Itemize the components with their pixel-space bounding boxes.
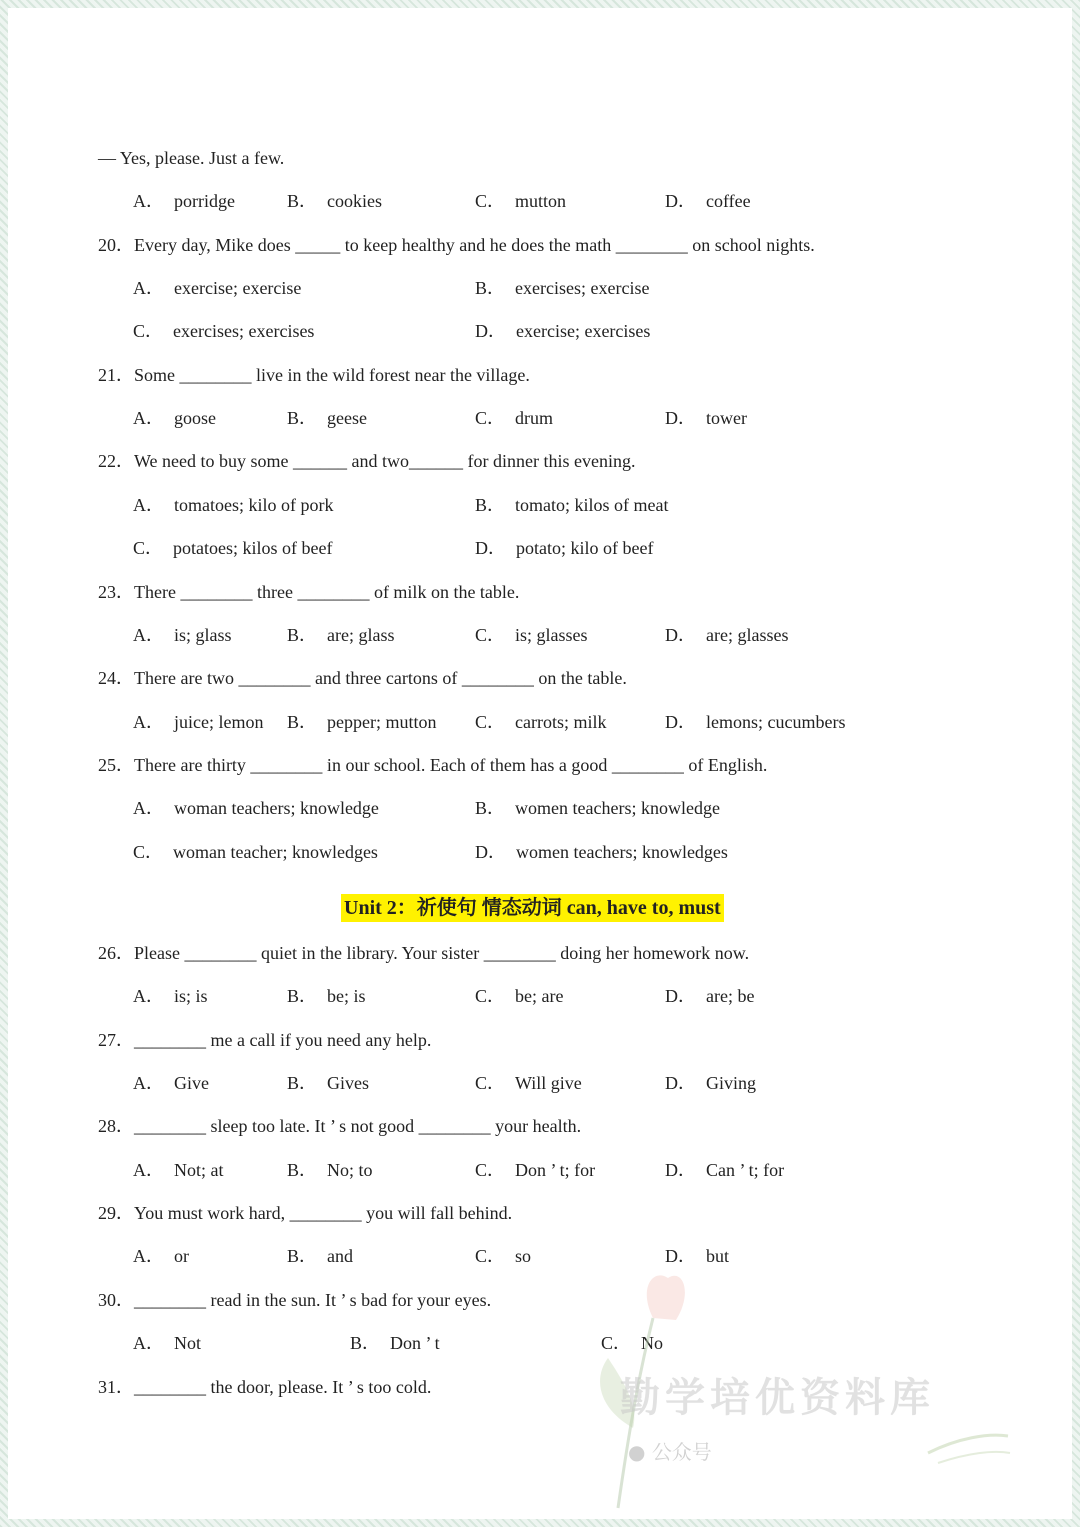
option-text: potatoes; kilos of beef: [173, 538, 333, 558]
option-letter: C．: [475, 1073, 506, 1093]
answer-option: [475, 837, 728, 867]
option-letter: D．: [475, 538, 506, 558]
option-text: woman teachers; knowledge: [174, 798, 379, 818]
question-text: 30．________ read in the sun. It ’ s bad for your eyes.: [98, 1290, 492, 1310]
option-text: coffee: [706, 191, 751, 211]
answer-option: [475, 273, 649, 303]
option-text: Will give: [515, 1073, 582, 1093]
option-letter: B．: [287, 1073, 318, 1093]
question-text: 20．Every day, Mike does _____ to keep healthy and he does the math ________ on school nights.: [98, 235, 815, 255]
option-letter: D．: [665, 1160, 696, 1180]
option-text: are; glasses: [706, 625, 789, 645]
option-text: exercises; exercise: [515, 278, 650, 298]
answer-option: [133, 620, 232, 650]
options-row: [8, 707, 1072, 737]
question-item: [8, 230, 1072, 260]
question-text: 29．You must work hard, ________ you will fall behind.: [98, 1203, 513, 1223]
option-text: is; glasses: [515, 625, 588, 645]
answer-option: [665, 707, 845, 737]
answer-option: [287, 403, 367, 433]
answer-option: [133, 793, 379, 823]
q19-options-row: [8, 186, 1072, 216]
option-letter: D．: [475, 321, 506, 341]
answer-option: [475, 403, 553, 433]
option-text: Gives: [327, 1073, 370, 1093]
answer-option: [665, 981, 754, 1011]
option-text: exercise; exercises: [516, 321, 651, 341]
option-letter: B．: [475, 495, 506, 515]
option-letter: B．: [350, 1333, 381, 1353]
option-text: tower: [706, 408, 747, 428]
option-letter: C．: [475, 408, 506, 428]
answer-option: [287, 707, 437, 737]
options-row: [8, 316, 1072, 346]
option-text: No: [641, 1333, 664, 1353]
question-item: [8, 1198, 1072, 1228]
option-letter: C．: [133, 842, 164, 862]
option-letter: C．: [475, 1160, 506, 1180]
option-text: Can ’ t; for: [706, 1160, 785, 1180]
option-letter: B．: [475, 798, 506, 818]
option-letter: D．: [665, 1246, 696, 1266]
options-row: [8, 1155, 1072, 1185]
question-text: 28．________ sleep too late. It ’ s not good ________ your health.: [98, 1116, 582, 1136]
option-letter: A．: [133, 986, 164, 1006]
options-row: [8, 1068, 1072, 1098]
option-letter: D．: [665, 625, 696, 645]
answer-option: [133, 981, 208, 1011]
option-text: porridge: [174, 191, 235, 211]
option-text: mutton: [515, 191, 567, 211]
options-row: [8, 793, 1072, 823]
option-text: lemons; cucumbers: [706, 712, 846, 732]
option-letter: C．: [601, 1333, 632, 1353]
option-text: exercise; exercise: [174, 278, 302, 298]
watermark-subtitle: [628, 1436, 712, 1465]
option-text: be; is: [327, 986, 366, 1006]
option-letter: D．: [665, 712, 696, 732]
option-letter: A．: [133, 1160, 164, 1180]
option-letter: D．: [665, 191, 696, 211]
answer-option: [475, 490, 669, 520]
question-text: 31．________ the door, please. It ’ s too cold.: [98, 1377, 432, 1397]
option-text: carrots; milk: [515, 712, 607, 732]
answer-option: [133, 490, 333, 520]
option-letter: A．: [133, 1073, 164, 1093]
answer-option: [475, 316, 650, 346]
answer-option: [133, 533, 332, 563]
options-row: [8, 837, 1072, 867]
answer-option: [475, 1155, 595, 1185]
document-page: [8, 8, 1072, 1519]
question-item: [8, 750, 1072, 780]
option-letter: A．: [133, 1246, 164, 1266]
question-item: [8, 360, 1072, 390]
option-text: is; glass: [174, 625, 232, 645]
answer-option: [287, 981, 366, 1011]
unit-heading: Unit 2：祈使句 情态动词 can, have to, must: [341, 894, 724, 922]
watermark-subtitle-text: 公众号: [651, 1440, 712, 1464]
question-text: 21．Some ________ live in the wild forest near the village.: [98, 365, 530, 385]
option-letter: A．: [133, 495, 164, 515]
option-text: are; be: [706, 986, 755, 1006]
option-text: pepper; mutton: [327, 712, 437, 732]
option-letter: D．: [475, 842, 506, 862]
q19-reply: [8, 143, 1072, 173]
answer-option: [475, 186, 566, 216]
option-letter: A．: [133, 712, 164, 732]
option-letter: B．: [287, 625, 318, 645]
option-text: and: [327, 1246, 354, 1266]
option-letter: C．: [475, 986, 506, 1006]
option-letter: C．: [133, 538, 164, 558]
option-text: tomato; kilos of meat: [515, 495, 669, 515]
question-item: [8, 1025, 1072, 1055]
option-text: Giving: [706, 1073, 757, 1093]
option-text: juice; lemon: [174, 712, 264, 732]
answer-option: [350, 1328, 440, 1358]
options-row: [8, 533, 1072, 563]
option-letter: C．: [475, 625, 506, 645]
option-text: drum: [515, 408, 554, 428]
option-text: are; glass: [327, 625, 395, 645]
option-text: No; to: [327, 1160, 373, 1180]
option-letter: C．: [475, 1246, 506, 1266]
option-letter: A．: [133, 408, 164, 428]
option-text: but: [706, 1246, 730, 1266]
answer-option: [287, 1241, 353, 1271]
answer-option: [475, 981, 563, 1011]
wechat-icon: ●: [628, 1440, 646, 1464]
option-text: Don ’ t; for: [515, 1160, 596, 1180]
option-letter: B．: [287, 408, 318, 428]
answer-option: [287, 1068, 369, 1098]
option-text: Don ’ t: [390, 1333, 440, 1353]
answer-option: [475, 793, 720, 823]
option-letter: C．: [475, 712, 506, 732]
option-letter: B．: [287, 1160, 318, 1180]
option-text: Not; at: [174, 1160, 224, 1180]
option-letter: B．: [287, 1246, 318, 1266]
option-text: exercises; exercises: [173, 321, 315, 341]
question-item: [8, 663, 1072, 693]
answer-option: [133, 707, 263, 737]
option-text: is; is: [174, 986, 208, 1006]
answer-option: [133, 403, 216, 433]
option-text: so: [515, 1246, 532, 1266]
question-text: 25．There are thirty ________ in our school. Each of them has a good ________ of English.: [98, 755, 768, 775]
answer-option: [133, 316, 314, 346]
option-letter: A．: [133, 191, 164, 211]
answer-option: [475, 707, 607, 737]
watermark-title: 勤学培优资料库: [620, 1375, 935, 1421]
answer-option: [665, 403, 747, 433]
answer-option: [133, 273, 301, 303]
answer-option: [133, 1328, 201, 1358]
option-letter: A．: [133, 1333, 164, 1353]
answer-option: [665, 186, 751, 216]
answer-option: [475, 1068, 582, 1098]
answer-option: [665, 1155, 784, 1185]
option-text: goose: [174, 408, 216, 428]
answer-option: [665, 620, 788, 650]
answer-option: [287, 1155, 373, 1185]
option-letter: A．: [133, 625, 164, 645]
options-row: [8, 620, 1072, 650]
answer-option: [475, 1241, 531, 1271]
answer-option: [287, 186, 382, 216]
question-text: 27．________ me a call if you need any help.: [98, 1030, 432, 1050]
option-letter: A．: [133, 798, 164, 818]
question-item: [8, 446, 1072, 476]
option-text: women teachers; knowledge: [515, 798, 720, 818]
answer-option: [133, 837, 378, 867]
option-letter: B．: [475, 278, 506, 298]
option-text: potato; kilo of beef: [516, 538, 654, 558]
answer-option: [475, 620, 588, 650]
option-text: woman teacher; knowledges: [173, 842, 378, 862]
answer-option: [133, 1155, 224, 1185]
answer-option: [133, 186, 235, 216]
question-item: [8, 577, 1072, 607]
option-letter: A．: [133, 278, 164, 298]
option-letter: D．: [665, 408, 696, 428]
question-text: 23．There ________ three ________ of milk on the table.: [98, 582, 520, 602]
answer-option: [665, 1068, 756, 1098]
question-text: — Yes, please. Just a few.: [98, 148, 285, 168]
options-row: [8, 403, 1072, 433]
question-text: 24．There are two ________ and three cartons of ________ on the table.: [98, 668, 627, 688]
option-letter: B．: [287, 712, 318, 732]
answer-option: [475, 533, 653, 563]
options-row: [8, 490, 1072, 520]
option-letter: D．: [665, 986, 696, 1006]
option-text: or: [174, 1246, 189, 1266]
options-row: [8, 981, 1072, 1011]
option-text: geese: [327, 408, 367, 428]
question-item: [8, 1111, 1072, 1141]
option-letter: B．: [287, 986, 318, 1006]
option-letter: D．: [665, 1073, 696, 1093]
question-text: 26．Please ________ quiet in the library. Your sister ________ doing her homework now.: [98, 943, 750, 963]
option-letter: C．: [475, 191, 506, 211]
option-text: Not: [174, 1333, 201, 1353]
option-letter: B．: [287, 191, 318, 211]
option-text: women teachers; knowledges: [516, 842, 728, 862]
option-text: be; are: [515, 986, 564, 1006]
question-text: 22．We need to buy some ______ and two______ for dinner this evening.: [98, 451, 636, 471]
option-text: cookies: [327, 191, 382, 211]
option-letter: C．: [133, 321, 164, 341]
option-text: Give: [174, 1073, 209, 1093]
answer-option: [133, 1068, 209, 1098]
question-item: [8, 938, 1072, 968]
answer-option: [287, 620, 395, 650]
option-text: tomatoes; kilo of pork: [174, 495, 334, 515]
options-row: [8, 273, 1072, 303]
answer-option: [133, 1241, 189, 1271]
